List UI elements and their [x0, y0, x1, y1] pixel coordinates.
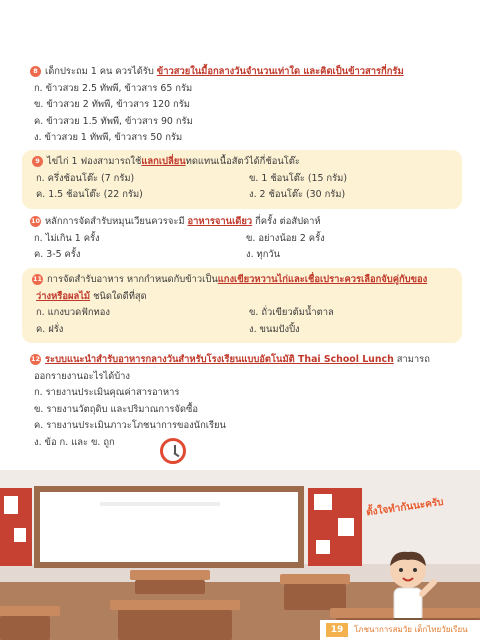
question-stem: 11 การจัดสำรับอาหาร หากกำหนดกับข้าวเป็นแกงเขียวหวานไก่และเชื่อเปราะควรเลือกจับคู่กับของ: [32, 274, 428, 285]
options-grid: [30, 231, 458, 264]
option: ข. รายงานวัตถุดิบ และปริมาณการจัดซื้อ: [34, 403, 198, 415]
page-footer: [320, 620, 480, 640]
option: ค. ฝรั่ง: [36, 323, 64, 335]
clock-icon: [160, 438, 186, 464]
question-stem-line2: ออกรายงานอะไรได้บ้าง: [34, 370, 130, 382]
question-number: 10: [30, 217, 41, 225]
stem-emphasis: แกงเขียวหวานไก่และเชื่อเปราะควรเลือกจับคู่กับของ: [217, 274, 428, 285]
question-11: [22, 268, 462, 343]
option: ก. ครึ่งช้อนโต๊ะ (7 กรัม): [36, 172, 135, 184]
option: ง. 2 ช้อนโต๊ะ (30 กรัม): [249, 189, 346, 201]
question-10: [30, 214, 458, 264]
option: ข. 1 ช้อนโต๊ะ (15 กรัม): [249, 172, 347, 184]
question-stem: 8 เด็กประถม 1 คน ควรได้รับ ข้าวสวยในมื้อกลางวันจำนวนเท่าใด และคิดเป็นข้าวสารกี่กรัม: [30, 64, 458, 81]
desk: [110, 600, 240, 610]
desk: [130, 570, 210, 580]
option: ค. 3-5 ครั้ง: [34, 249, 81, 261]
book-title: โภชนาการสมวัย เด็กไทยวัยเรียน: [354, 625, 468, 634]
desk: [280, 574, 350, 584]
option: ก. แกงบวดฟักทอง: [36, 307, 110, 319]
options-list: [30, 81, 458, 147]
stem-emphasis: แลกเปลี่ยน: [141, 156, 186, 167]
pin-board: [0, 488, 32, 566]
stem-emphasis: ข้าวสวยในมื้อกลางวันจำนวนเท่าใด และคิดเป็นข้าวสารกี่กรัม: [156, 66, 404, 77]
question-8: [30, 64, 458, 147]
question-stem: 9 ไข่ไก่ 1 ฟองสามารถใช้แลกเปลี่ยนทดแทนเนื้อสัตว์ได้กี่ช้อนโต๊ะ: [32, 154, 462, 171]
option: ค. รายงานประเมินภาวะโภชนาการของนักเรียน: [34, 420, 226, 432]
options-list: [30, 385, 458, 451]
question-stem-line2: ว่างหรือผลไม้ ชนิดใดดีที่สุด: [36, 290, 147, 302]
speech-text: ตั้งใจทำกันนะครับ: [365, 496, 445, 519]
page-number: 19: [326, 623, 348, 637]
question-stem: 12 ระบบแนะนำสำรับอาหารกลางวันสำหรับโรงเรียนแบบอัตโนมัติ Thai School Lunch สามารถ: [30, 354, 430, 365]
option: ค. ข้าวสวย 1.5 ทัพพี, ข้าวสาร 90 กรัม: [34, 115, 193, 127]
option: ข. ถั่วเขียวต้มน้ำตาล: [249, 307, 334, 319]
stem-emphasis: ว่างหรือผลไม้: [36, 290, 91, 302]
option: ง. ทุกวัน: [246, 249, 281, 261]
stem-emphasis: อาหารจานเดียว: [187, 216, 253, 227]
desk: [0, 606, 60, 616]
option: ก. รายงานประเมินคุณค่าสารอาหาร: [34, 387, 180, 399]
question-number: 9: [32, 156, 43, 167]
question-number: 11: [32, 275, 43, 283]
options-grid: [32, 171, 462, 204]
option: ข. อย่างน้อย 2 ครั้ง: [246, 232, 325, 244]
option: ค. 1.5 ช้อนโต๊ะ (22 กรัม): [36, 189, 143, 201]
whiteboard: [34, 486, 304, 568]
question-9: [22, 150, 462, 209]
question-number: 12: [30, 355, 41, 363]
question-number: 8: [30, 66, 41, 77]
option: ง. ข้าวสวย 1 ทัพพี, ข้าวสาร 50 กรัม: [34, 132, 183, 144]
option: ก. ข้าวสวย 2.5 ทัพพี, ข้าวสาร 65 กรัม: [34, 82, 193, 94]
question-12: [30, 352, 458, 452]
option: ข. ข้าวสวย 2 ทัพพี, ข้าวสาร 120 กรัม: [34, 99, 190, 111]
option: ง. ขนมปังปิ้ง: [249, 323, 300, 335]
options-grid: [32, 305, 462, 338]
question-stem: 10 หลักการจัดสำรับหมุนเวียนควรจะมี อาหารจานเดียว กี่ครั้ง ต่อสัปดาห์: [30, 216, 321, 227]
pin-board: [308, 488, 362, 566]
stem-emphasis: ระบบแนะนำสำรับอาหารกลางวันสำหรับโรงเรียนแบบอัตโนมัติ Thai School Lunch: [45, 354, 394, 365]
option: ก. ไม่เกิน 1 ครั้ง: [34, 232, 100, 244]
option: ง. ข้อ ก. และ ข. ถูก: [34, 436, 115, 448]
